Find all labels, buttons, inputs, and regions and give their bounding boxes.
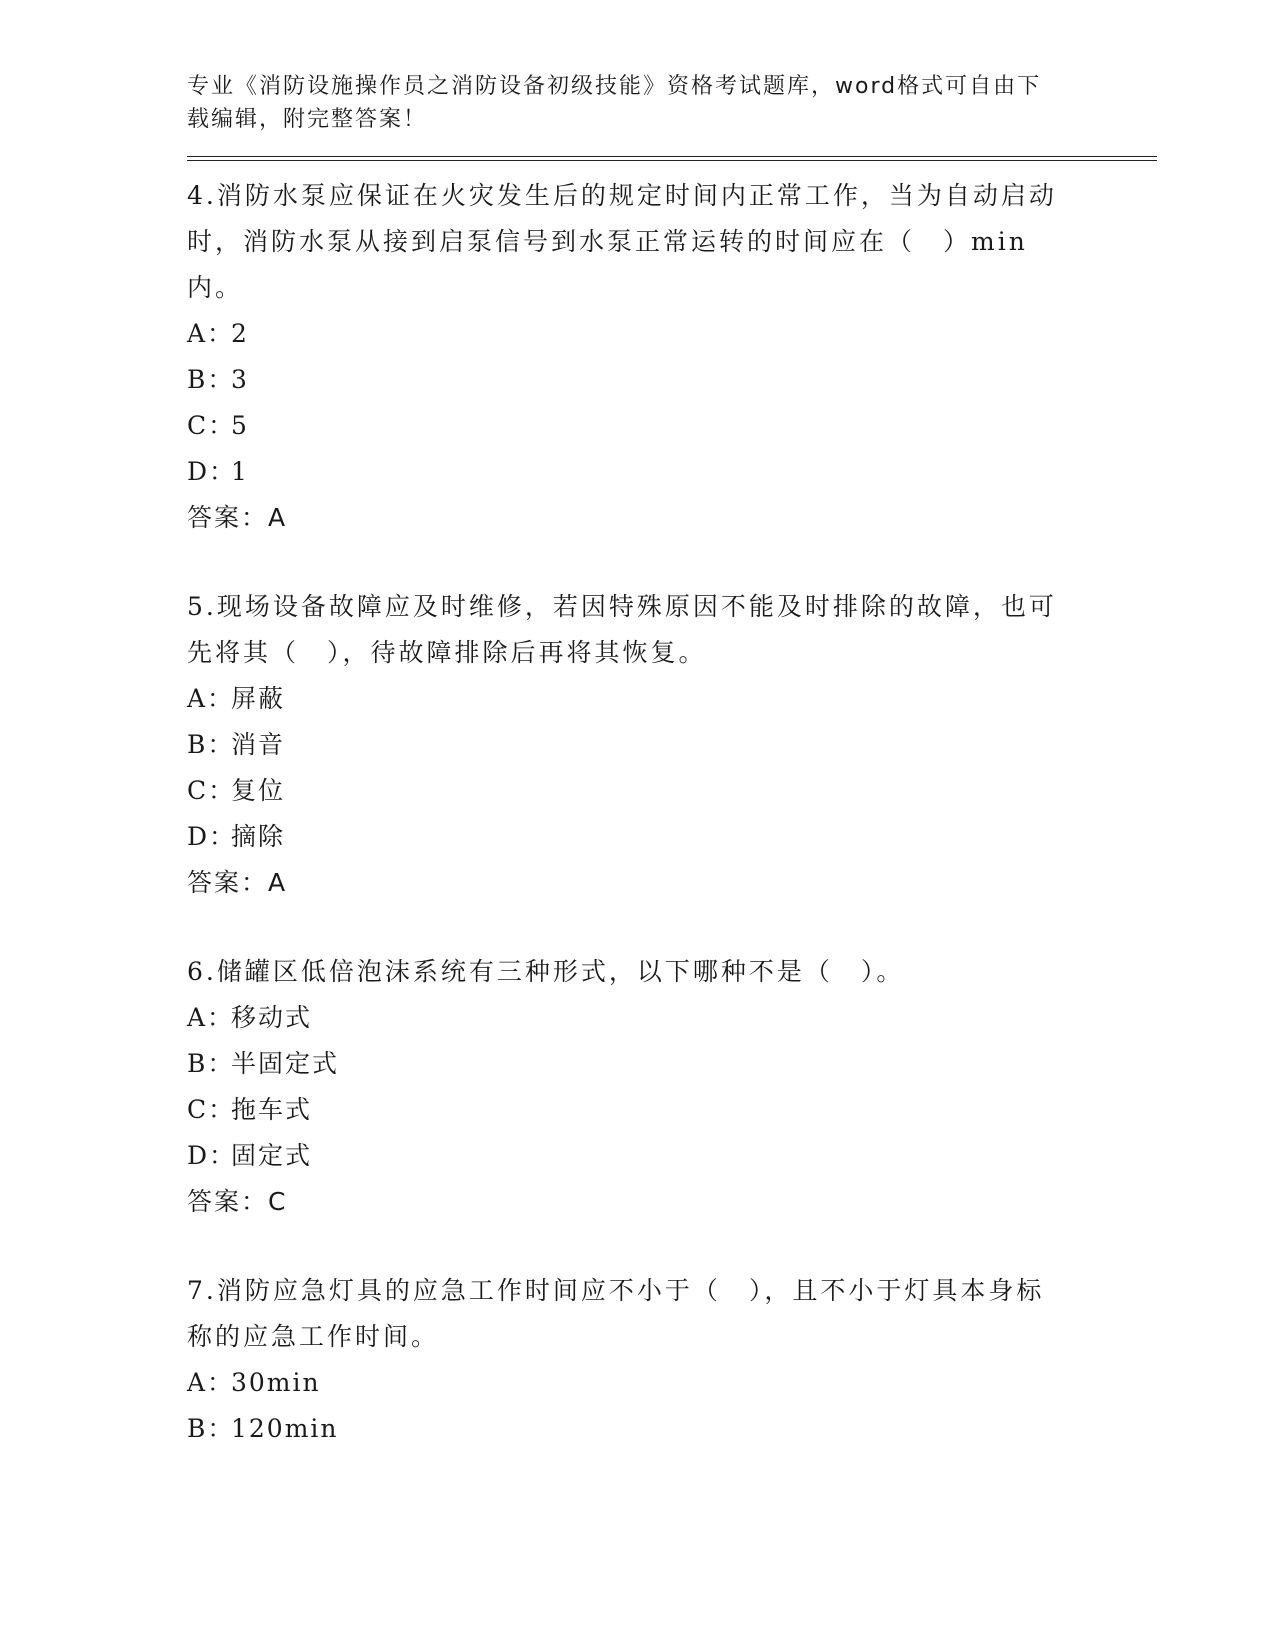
option-letter: A： bbox=[187, 684, 235, 713]
question-5 bbox=[187, 584, 1157, 906]
option-text: 拖车式 bbox=[231, 1095, 313, 1124]
option-letter: B： bbox=[187, 730, 235, 759]
option-letter: B： bbox=[187, 365, 235, 394]
option-letter: A： bbox=[187, 319, 235, 348]
question-stem: 5.现场设备故障应及时维修，若因特殊原因不能及时排除的故障，也可先将其（ ），待故障排除后再将其恢复。 bbox=[187, 592, 1057, 667]
option-a bbox=[187, 995, 1157, 1041]
option-text: 1 bbox=[231, 457, 249, 486]
option-letter: C： bbox=[187, 1095, 236, 1124]
option-letter: C： bbox=[187, 776, 236, 805]
question-stem: 7.消防应急灯具的应急工作时间应不小于（ ），且不小于灯具本身标称的应急工作时间。 bbox=[187, 1276, 1045, 1351]
header-divider bbox=[187, 156, 1157, 161]
option-a bbox=[187, 311, 1157, 357]
option-text: 屏蔽 bbox=[231, 684, 286, 713]
option-text: 固定式 bbox=[231, 1141, 313, 1170]
option-text: 120min bbox=[231, 1414, 339, 1443]
option-letter: D： bbox=[187, 457, 237, 486]
option-letter: A： bbox=[187, 1368, 235, 1397]
option-b bbox=[187, 722, 1157, 768]
option-letter: B： bbox=[187, 1414, 235, 1443]
option-text: 5 bbox=[231, 411, 249, 440]
option-b bbox=[187, 1406, 1157, 1452]
option-text: 半固定式 bbox=[231, 1049, 340, 1078]
question-6 bbox=[187, 949, 1157, 1225]
option-d bbox=[187, 449, 1157, 495]
question-stem: 4.消防水泵应保证在火灾发生后的规定时间内正常工作，当为自动启动时，消防水泵从接到启泵信号到水泵正常运转的时间应在（ ）min内。 bbox=[187, 181, 1057, 302]
option-text: 移动式 bbox=[231, 1003, 313, 1032]
answer-label: 答案：A bbox=[187, 868, 288, 897]
option-letter: B： bbox=[187, 1049, 235, 1078]
option-text: 3 bbox=[231, 365, 249, 394]
option-c bbox=[187, 403, 1157, 449]
question-list bbox=[187, 173, 1157, 1452]
option-c bbox=[187, 768, 1157, 814]
option-a bbox=[187, 676, 1157, 722]
option-letter: D： bbox=[187, 1141, 237, 1170]
option-b bbox=[187, 357, 1157, 403]
question-4 bbox=[187, 173, 1157, 541]
option-text: 消音 bbox=[231, 730, 286, 759]
option-d bbox=[187, 814, 1157, 860]
option-a bbox=[187, 1360, 1157, 1406]
option-letter: C： bbox=[187, 411, 236, 440]
document-page bbox=[187, 70, 1157, 1495]
option-text: 摘除 bbox=[231, 822, 286, 851]
answer-label: 答案：C bbox=[187, 1187, 288, 1216]
option-letter: A： bbox=[187, 1003, 235, 1032]
option-text: 30min bbox=[231, 1368, 321, 1397]
question-7 bbox=[187, 1268, 1157, 1452]
option-d bbox=[187, 1133, 1157, 1179]
option-c bbox=[187, 1087, 1157, 1133]
option-text: 复位 bbox=[231, 776, 286, 805]
option-b bbox=[187, 1041, 1157, 1087]
question-stem: 6.储罐区低倍泡沫系统有三种形式，以下哪种不是（ ）。 bbox=[187, 957, 905, 986]
option-letter: D： bbox=[187, 822, 237, 851]
option-text: 2 bbox=[231, 319, 249, 348]
answer-label: 答案：A bbox=[187, 503, 288, 532]
document-header: 专业《消防设施操作员之消防设备初级技能》资格考试题库，word格式可自由下载编辑，附完整答案！ bbox=[187, 74, 1042, 132]
